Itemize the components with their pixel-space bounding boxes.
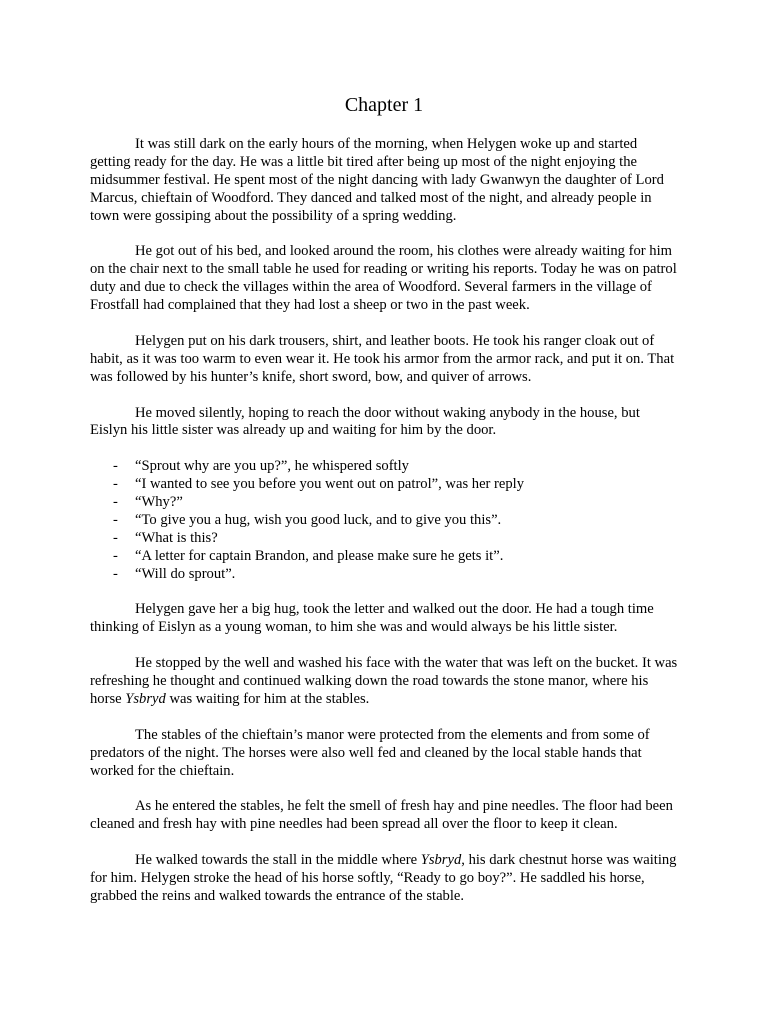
dialogue-dash: -: [113, 547, 118, 564]
paragraph-stall-text: He walked towards the stall in the middle where: [135, 852, 421, 869]
dialogue-text: “Why?”: [135, 494, 183, 511]
paragraph-hug: Helygen gave her a big hug, took the letter and walked out the door. He had a tough time thinking of Eislyn as a young woman, to him she was and would always be his little sister.: [90, 601, 654, 636]
dialogue-dash: -: [113, 565, 118, 582]
dialogue-dash: -: [113, 511, 118, 528]
dialogue-line: [90, 566, 678, 584]
paragraph-stall-text: , his dark chestnut horse was waiting for him. Helygen stroke the head of his horse softly, “Ready to go boy?”. He saddled his horse, grabbed the reins and walked towards the entrance of the stable.: [90, 852, 677, 904]
chapter-body: [90, 136, 678, 924]
dialogue-list: [90, 458, 678, 583]
paragraph-stables-smell: As he entered the stables, he felt the smell of fresh hay and pine needles. The floor had been cleaned and fresh hay with pine needles had been spread all over the floor to keep it clean.: [90, 798, 673, 833]
paragraph-well: [90, 655, 678, 709]
dialogue-text: “Sprout why are you up?”, he whispered softly: [135, 458, 409, 475]
dialogue-dash: -: [113, 494, 118, 511]
horse-name: Ysbryd: [125, 691, 166, 707]
dialogue-text: “To give you a hug, wish you good luck, and to give you this”.: [135, 511, 502, 528]
paragraph-dressing: Helygen put on his dark trousers, shirt, and leather boots. He took his ranger cloak out of habit, as it was too warm to even wear it. He took his armor from the armor rack, and put it on. That was followed by his hunter’s knife, short sword, bow, and quiver of arrows.: [90, 332, 675, 385]
dialogue-line: [90, 494, 678, 512]
dialogue-line: [90, 530, 678, 548]
dialogue-line: [90, 512, 678, 530]
chapter-title: Chapter 1: [344, 94, 424, 116]
dialogue-text: “Will do sprout”.: [135, 565, 236, 582]
dialogue-dash: -: [113, 458, 118, 475]
dialogue-line: [90, 458, 678, 476]
dialogue-text: “A letter for captain Brandon, and please make sure he gets it”.: [135, 547, 504, 564]
dialogue-line: [90, 476, 678, 494]
dialogue-text: “What is this?: [135, 529, 218, 546]
paragraph-waking: It was still dark on the early hours of the morning, when Helygen woke up and started getting ready for the day. He was a little bit tired after being up most of the night enjoying the midsummer festival. He spent most of the night dancing with lady Gwanwyn the daughter of Lord Marcus, chieftain of Woodford. They danced and talked most of the night, and already people in town were gossiping about the possibility of a spring wedding.: [90, 136, 664, 224]
paragraph-well-text: He stopped by the well and washed his face with the water that was left on the bucket. It was refreshing he thought and continued walking down the road towards the stone manor, where his horse: [90, 655, 678, 707]
paragraph-getting-up: He got out of his bed, and looked around the room, his clothes were already waiting for him on the chair next to the small table he used for reading or writing his reports. Today he was on patrol duty and due to check the villages within the area of Woodford. Several farmers in the village of Frostfall had complained that they had lost a sheep or two in the past week.: [90, 243, 677, 314]
horse-name: Ysbryd: [420, 852, 462, 869]
dialogue-dash: -: [113, 529, 118, 546]
dialogue-dash: -: [113, 476, 118, 493]
paragraph-stables-protected: The stables of the chieftain’s manor were protected from the elements and from some of predators of the night. The horses were also well fed and cleaned by the local stable hands that worked for the chieftain.: [90, 726, 650, 779]
paragraph-stall: [90, 852, 678, 906]
dialogue-text: “I wanted to see you before you went out on patrol”, was her reply: [135, 476, 525, 493]
dialogue-line: [90, 548, 678, 566]
paragraph-well-text: was waiting for him at the stables.: [165, 691, 370, 707]
paragraph-moving-silently: He moved silently, hoping to reach the door without waking anybody in the house, but Eislyn his little sister was already up and waiting for him by the door.: [90, 404, 640, 439]
